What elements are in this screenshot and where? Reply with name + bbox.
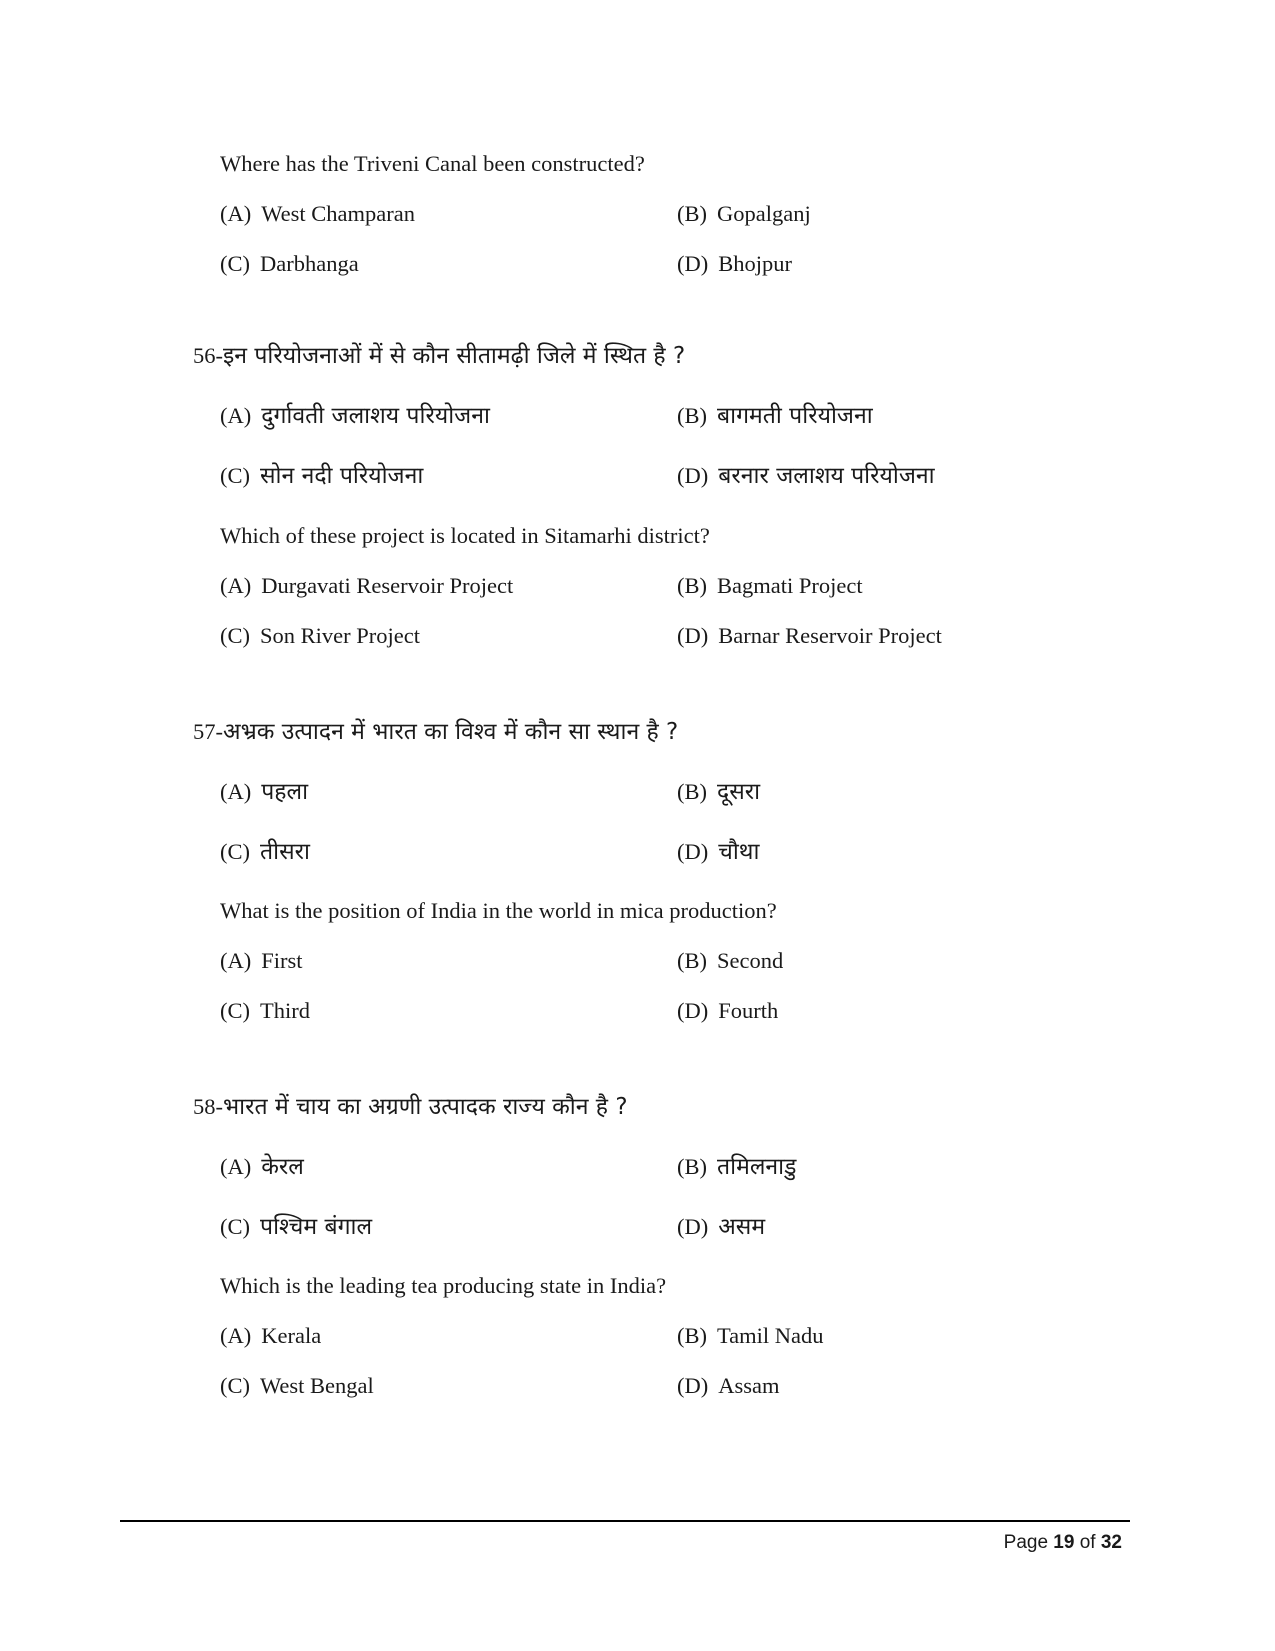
q56-hi-option-c: (C) सोन नदी परियोजना (220, 463, 424, 489)
q58-en-option-d: (D) Assam (677, 1373, 780, 1398)
q57-en-option-a: (A) First (220, 948, 303, 973)
q57-en-option-b: (B) Second (677, 948, 784, 973)
q57-hi-option-a: (A) पहला (220, 779, 309, 805)
q56-hi-option-b: (B) बागमती परियोजना (677, 403, 873, 429)
q57-number: 57- (193, 719, 223, 744)
q55-en-option-a: (A) West Champaran (220, 201, 415, 226)
q56-en-option-b: (B) Bagmati Project (677, 573, 863, 598)
q56-hi-option-a: (A) दुर्गावती जलाशय परियोजना (220, 403, 490, 429)
q57-hi-option-c: (C) तीसरा (220, 839, 310, 865)
q56-en-option-c: (C) Son River Project (220, 623, 420, 648)
q57-en-option-c: (C) Third (220, 998, 310, 1023)
q58-hi-option-b: (B) तमिलनाडु (677, 1154, 797, 1180)
q58-en-option-c: (C) West Bengal (220, 1373, 374, 1398)
q56-number: 56- (193, 343, 223, 368)
q58-number: 58- (193, 1094, 223, 1119)
q58-hi-option-d: (D) असम (677, 1214, 766, 1240)
q55-en-option-c: (C) Darbhanga (220, 251, 359, 276)
page-total: 32 (1100, 1532, 1122, 1553)
q55-en-question: Where has the Triveni Canal been constructed? (220, 151, 645, 176)
q56-en-question: Which of these project is located in Sitamarhi district? (220, 523, 710, 548)
q58-en-question: Which is the leading tea producing state in India? (220, 1273, 667, 1298)
q56-hi-option-d: (D) बरनार जलाशय परियोजना (677, 463, 935, 489)
q57-en-question: What is the position of India in the world in mica production? (220, 898, 777, 923)
q58-en-option-a: (A) Kerala (220, 1323, 322, 1348)
q56-en-option-d: (D) Barnar Reservoir Project (677, 623, 942, 648)
q57-hi-question: 57-अभ्रक उत्पादन में भारत का विश्व में कौन सा स्थान है ? (193, 719, 679, 745)
q58-en-option-b: (B) Tamil Nadu (677, 1323, 824, 1348)
q58-hi-option-c: (C) पश्चिम बंगाल (220, 1214, 373, 1240)
q58-hi-option-a: (A) केरल (220, 1154, 304, 1180)
q56-hi-question: 56-इन परियोजनाओं में से कौन सीतामढ़ी जिले में स्थित है ? (193, 343, 686, 369)
q57-hi-option-d: (D) चौथा (677, 839, 760, 865)
q58-hi-question: 58-भारत में चाय का अग्रणी उत्पादक राज्य कौन है ? (193, 1094, 628, 1120)
footer-divider (120, 1520, 1130, 1522)
page-current: 19 (1053, 1532, 1075, 1553)
q57-en-option-d: (D) Fourth (677, 998, 779, 1023)
q56-en-option-a: (A) Durgavati Reservoir Project (220, 573, 514, 598)
page-number: Page 19 of 32 (1003, 1532, 1122, 1553)
q57-hi-option-b: (B) दूसरा (677, 779, 761, 805)
q55-en-option-b: (B) Gopalganj (677, 201, 811, 226)
q55-en-option-d: (D) Bhojpur (677, 251, 792, 276)
